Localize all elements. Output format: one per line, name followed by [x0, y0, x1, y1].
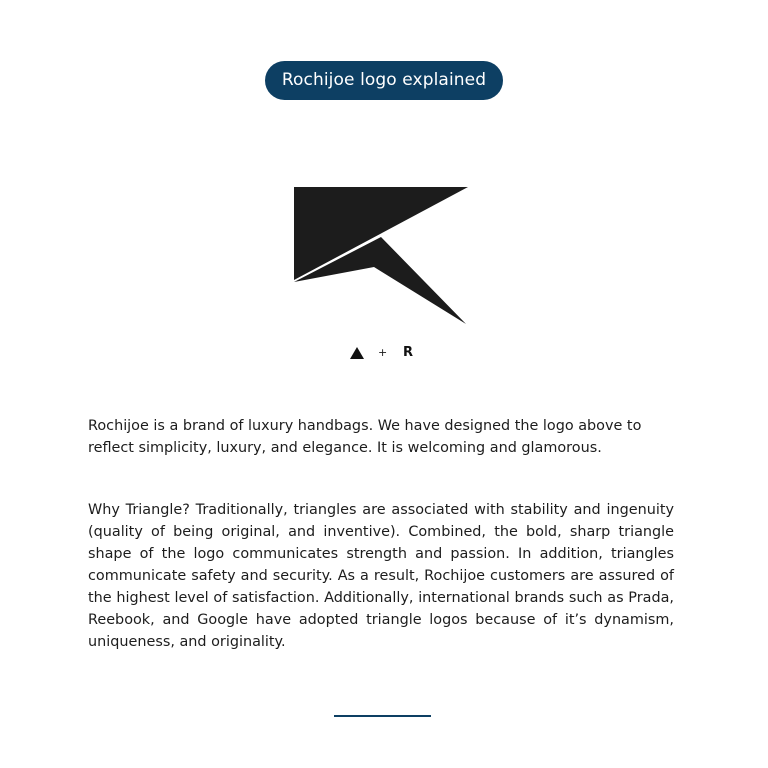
logo-legend: [350, 345, 420, 361]
bottom-divider: [334, 715, 431, 717]
page-title: Rochijoe logo explained: [265, 61, 503, 100]
intro-paragraph: Rochijoe is a brand of luxury handbags. We have designed the logo above to reflect simplicity, luxury, and elegance. It is welcoming and glamorous.: [88, 418, 642, 456]
triangle-icon: [350, 347, 364, 359]
why-triangle-paragraph: Why Triangle? Traditionally, triangles are associated with stability and ingenuity (quality of being original, and inventive). Combined, the bold, sharp triangle shape of the logo communicates strength and passion. In addition, triangles communicate safety and security. As a result, Rochijoe customers are assured of the highest level of satisfaction. Additionally, international brands such as Prada, Reebook, and Google have adopted triangle logos because of it’s dynamism, uniqueness, and originality.: [88, 502, 674, 650]
legend-letter-r: R: [403, 345, 414, 360]
legend-plus: +: [378, 346, 388, 359]
logo-icon: [290, 185, 470, 327]
